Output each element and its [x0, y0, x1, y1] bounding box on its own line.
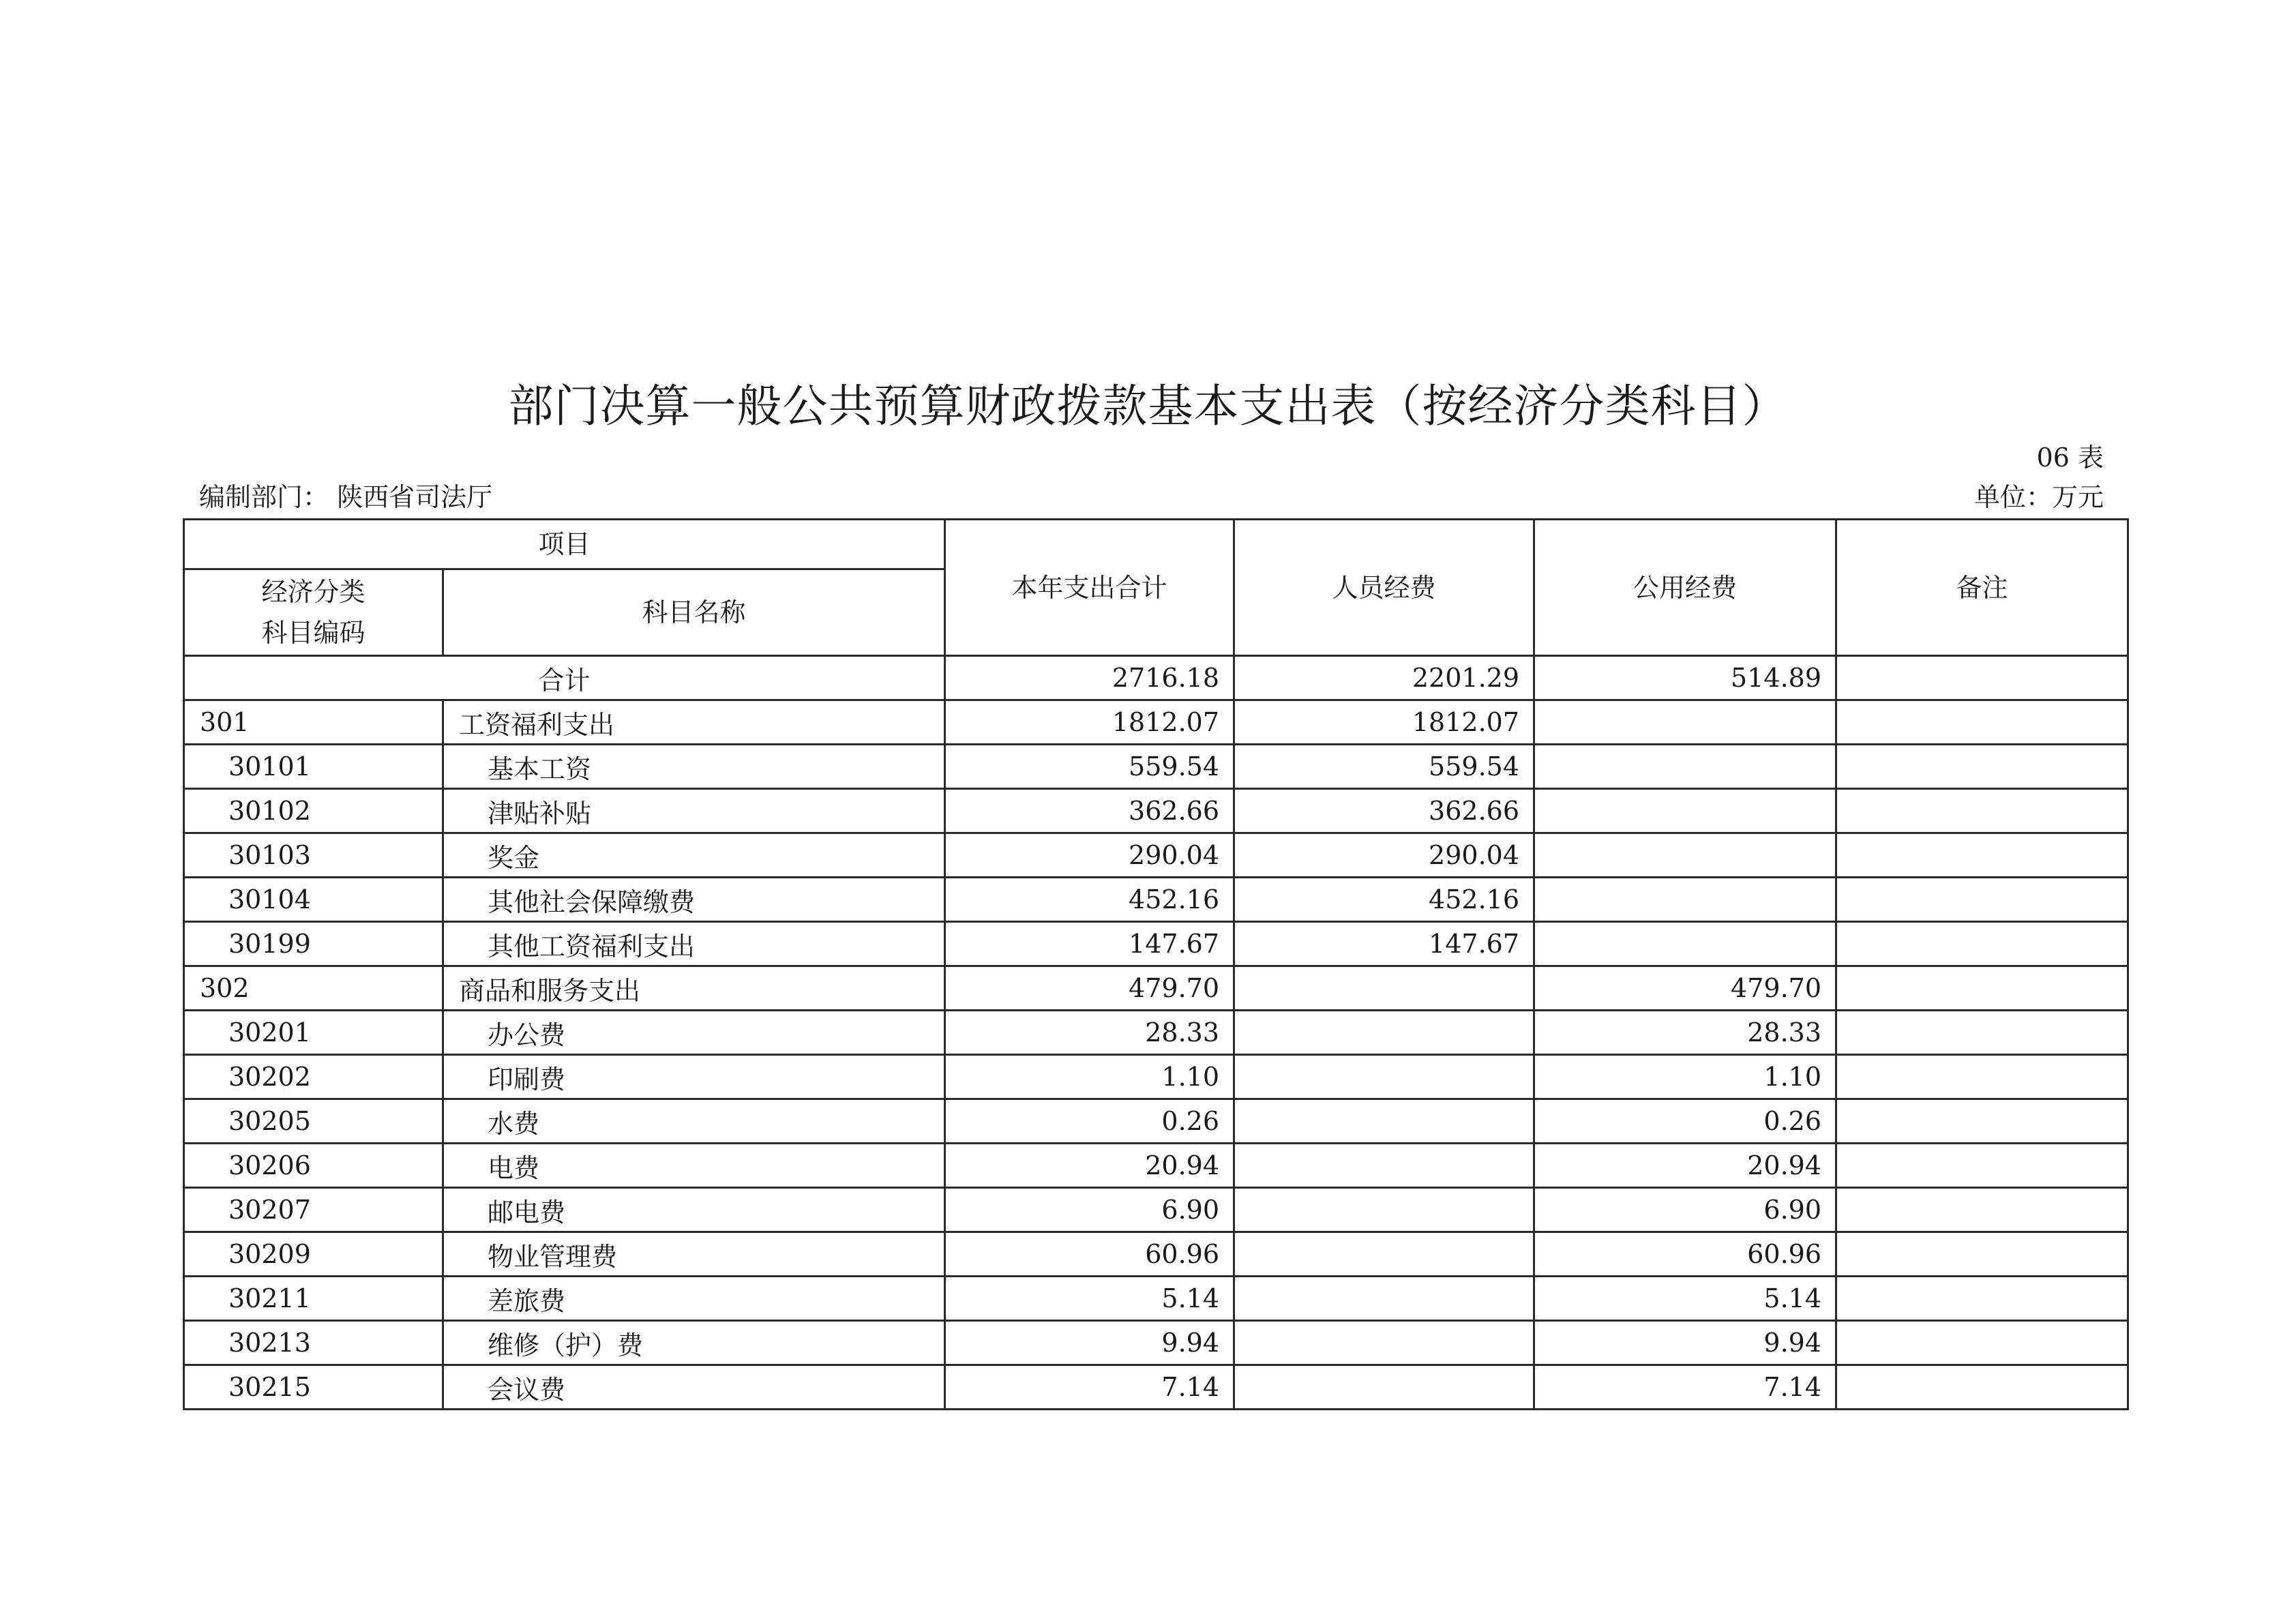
page-title: 部门决算一般公共预算财政拨款基本支出表（按经济分类科目） — [508, 380, 1788, 432]
table-row — [184, 878, 2128, 922]
cell-personnel: 147.67 — [1234, 922, 1534, 966]
cell-total: 290.04 — [945, 833, 1234, 878]
cell-remarks — [1836, 745, 2128, 789]
cell-public: 60.96 — [1534, 1232, 1836, 1277]
cell-public — [1534, 745, 1836, 789]
total-public: 514.89 — [1534, 656, 1836, 700]
cell-personnel — [1234, 1055, 1534, 1099]
cell-total: 60.96 — [945, 1232, 1234, 1277]
cell-code: 30206 — [184, 1144, 443, 1188]
cell-remarks — [1836, 700, 2128, 745]
table-row — [184, 1144, 2128, 1188]
table-row — [184, 1011, 2128, 1055]
cell-name: 基本工资 — [443, 745, 945, 789]
cell-remarks — [1836, 1055, 2128, 1099]
cell-public: 479.70 — [1534, 966, 1836, 1011]
cell-remarks — [1836, 922, 2128, 966]
cell-remarks — [1836, 1277, 2128, 1321]
table-row — [184, 1277, 2128, 1321]
cell-code: 30215 — [184, 1365, 443, 1410]
header-item: 项目 — [184, 520, 945, 569]
cell-remarks — [1836, 966, 2128, 1011]
total-personnel: 2201.29 — [1234, 656, 1534, 700]
cell-total: 362.66 — [945, 789, 1234, 833]
table-row — [184, 966, 2128, 1011]
cell-total: 1.10 — [945, 1055, 1234, 1099]
cell-personnel — [1234, 1188, 1534, 1232]
cell-total: 559.54 — [945, 745, 1234, 789]
expenditure-table — [183, 518, 2129, 1410]
cell-code: 30199 — [184, 922, 443, 966]
cell-code: 30209 — [184, 1232, 443, 1277]
cell-public: 1.10 — [1534, 1055, 1836, 1099]
cell-personnel: 290.04 — [1234, 833, 1534, 878]
cell-name: 水费 — [443, 1099, 945, 1144]
cell-public — [1534, 878, 1836, 922]
total-label: 合计 — [184, 656, 945, 700]
cell-name: 物业管理费 — [443, 1232, 945, 1277]
header-code — [184, 569, 443, 656]
cell-total: 6.90 — [945, 1188, 1234, 1232]
cell-personnel — [1234, 966, 1534, 1011]
total-row — [184, 656, 2128, 700]
header-remarks: 备注 — [1836, 520, 2128, 656]
unit-label: 单位：万元 — [1973, 482, 2104, 512]
header-code-line2: 科目编码 — [261, 618, 366, 648]
cell-remarks — [1836, 1011, 2128, 1055]
cell-personnel — [1234, 1321, 1534, 1365]
cell-total: 147.67 — [945, 922, 1234, 966]
cell-total: 28.33 — [945, 1011, 1234, 1055]
cell-public — [1534, 789, 1836, 833]
cell-public: 9.94 — [1534, 1321, 1836, 1365]
table-row — [184, 922, 2128, 966]
cell-personnel — [1234, 1011, 1534, 1055]
cell-code: 30102 — [184, 789, 443, 833]
cell-name: 津贴补贴 — [443, 789, 945, 833]
cell-remarks — [1836, 1365, 2128, 1410]
header-personnel: 人员经费 — [1234, 520, 1534, 656]
cell-code: 302 — [184, 966, 443, 1011]
cell-public: 20.94 — [1534, 1144, 1836, 1188]
cell-code: 30101 — [184, 745, 443, 789]
table-row — [184, 1232, 2128, 1277]
cell-code: 30211 — [184, 1277, 443, 1321]
cell-code: 30201 — [184, 1011, 443, 1055]
cell-public: 5.14 — [1534, 1277, 1836, 1321]
cell-name: 邮电费 — [443, 1188, 945, 1232]
cell-remarks — [1836, 1188, 2128, 1232]
cell-personnel — [1234, 1232, 1534, 1277]
cell-name: 会议费 — [443, 1365, 945, 1410]
cell-remarks — [1836, 1099, 2128, 1144]
cell-remarks — [1836, 1321, 2128, 1365]
cell-personnel: 559.54 — [1234, 745, 1534, 789]
header-total: 本年支出合计 — [945, 520, 1234, 656]
cell-code: 301 — [184, 700, 443, 745]
cell-personnel: 452.16 — [1234, 878, 1534, 922]
cell-public: 0.26 — [1534, 1099, 1836, 1144]
cell-personnel — [1234, 1144, 1534, 1188]
cell-name: 奖金 — [443, 833, 945, 878]
cell-name: 商品和服务支出 — [443, 966, 945, 1011]
cell-public — [1534, 700, 1836, 745]
cell-name: 印刷费 — [443, 1055, 945, 1099]
cell-personnel — [1234, 1099, 1534, 1144]
cell-total: 20.94 — [945, 1144, 1234, 1188]
cell-code: 30104 — [184, 878, 443, 922]
cell-total: 1812.07 — [945, 700, 1234, 745]
cell-public: 6.90 — [1534, 1188, 1836, 1232]
cell-name: 办公费 — [443, 1011, 945, 1055]
cell-remarks — [1836, 1232, 2128, 1277]
cell-code: 30207 — [184, 1188, 443, 1232]
table-row — [184, 1099, 2128, 1144]
cell-public — [1534, 922, 1836, 966]
cell-remarks — [1836, 833, 2128, 878]
cell-remarks — [1836, 878, 2128, 922]
cell-code: 30205 — [184, 1099, 443, 1144]
table-row — [184, 1188, 2128, 1232]
cell-personnel: 362.66 — [1234, 789, 1534, 833]
cell-total: 0.26 — [945, 1099, 1234, 1144]
total-amount: 2716.18 — [945, 656, 1234, 700]
cell-total: 5.14 — [945, 1277, 1234, 1321]
cell-name: 其他社会保障缴费 — [443, 878, 945, 922]
cell-public — [1534, 833, 1836, 878]
cell-total: 9.94 — [945, 1321, 1234, 1365]
table-row — [184, 700, 2128, 745]
cell-personnel — [1234, 1365, 1534, 1410]
cell-remarks — [1836, 1144, 2128, 1188]
cell-code: 30213 — [184, 1321, 443, 1365]
cell-public: 28.33 — [1534, 1011, 1836, 1055]
header-name: 科目名称 — [443, 569, 945, 656]
table-row — [184, 789, 2128, 833]
header-code-line1: 经济分类 — [261, 577, 366, 607]
header-public: 公用经费 — [1534, 520, 1836, 656]
cell-remarks — [1836, 789, 2128, 833]
table-row — [184, 745, 2128, 789]
cell-personnel — [1234, 1277, 1534, 1321]
table-row — [184, 1321, 2128, 1365]
header-row-1 — [184, 520, 2128, 569]
cell-total: 479.70 — [945, 966, 1234, 1011]
cell-total: 7.14 — [945, 1365, 1234, 1410]
total-remarks — [1836, 656, 2128, 700]
compiling-department: 编制部门： 陕西省司法厅 — [199, 482, 493, 512]
form-number: 06 表 — [2036, 443, 2104, 473]
cell-name: 差旅费 — [443, 1277, 945, 1321]
cell-name: 电费 — [443, 1144, 945, 1188]
cell-name: 维修（护）费 — [443, 1321, 945, 1365]
table-row — [184, 833, 2128, 878]
table-row — [184, 1365, 2128, 1410]
cell-public: 7.14 — [1534, 1365, 1836, 1410]
cell-personnel: 1812.07 — [1234, 700, 1534, 745]
table-row — [184, 1055, 2128, 1099]
cell-name: 工资福利支出 — [443, 700, 945, 745]
cell-name: 其他工资福利支出 — [443, 922, 945, 966]
cell-total: 452.16 — [945, 878, 1234, 922]
cell-code: 30103 — [184, 833, 443, 878]
cell-code: 30202 — [184, 1055, 443, 1099]
